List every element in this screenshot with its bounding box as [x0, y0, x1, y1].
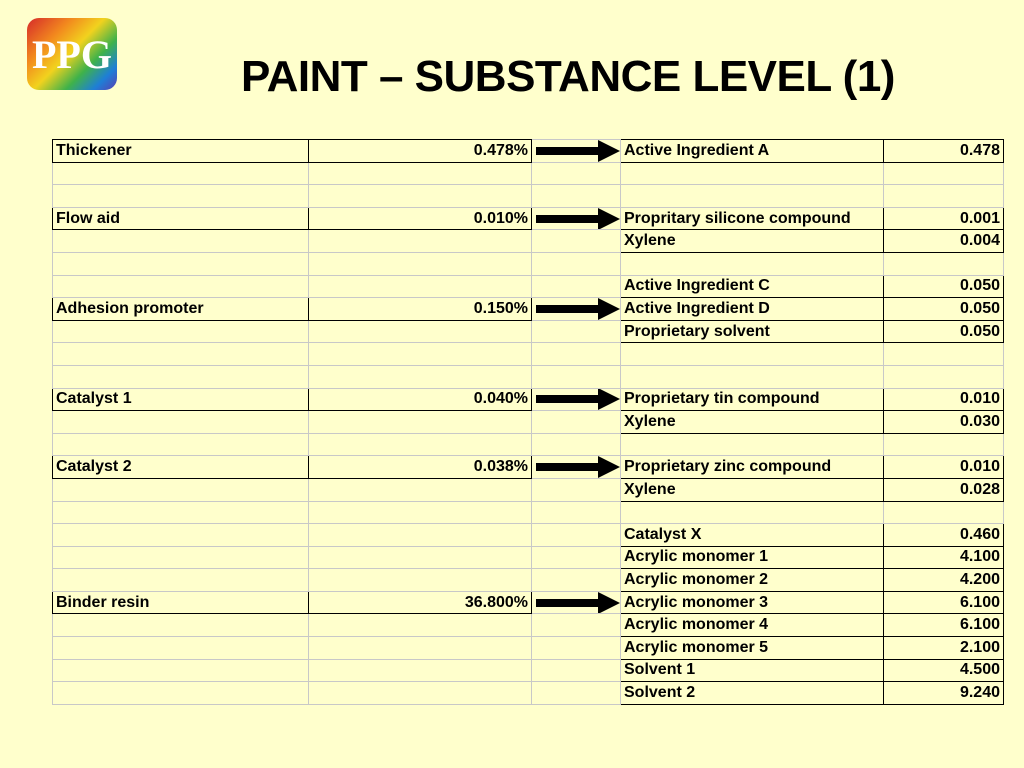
arrow-cell	[532, 524, 621, 547]
substance-name-cell: Active Ingredient D	[621, 298, 884, 321]
substance-name-cell	[621, 162, 884, 185]
table-row	[53, 524, 1004, 547]
arrow-cell	[532, 456, 621, 479]
substance-value-cell: 0.460	[884, 524, 1004, 547]
substance-name-cell: Acrylic monomer 5	[621, 637, 884, 660]
substance-value-cell: 6.100	[884, 591, 1004, 614]
arrow-right-icon	[536, 298, 620, 320]
table-row	[53, 456, 1004, 479]
table-row	[53, 230, 1004, 253]
substance-name-cell: Proprietary solvent	[621, 320, 884, 343]
component-percent-cell: 36.800%	[309, 591, 532, 614]
component-percent-cell	[309, 162, 532, 185]
ppg-logo-text: PPG	[32, 32, 112, 77]
component-percent-cell	[309, 546, 532, 569]
component-name-cell	[53, 365, 309, 388]
arrow-cell	[532, 275, 621, 298]
substance-name-cell: Solvent 2	[621, 682, 884, 705]
arrow-cell	[532, 478, 621, 501]
arrow-cell	[532, 298, 621, 321]
table-row	[53, 637, 1004, 660]
substance-name-cell: Active Ingredient A	[621, 140, 884, 163]
component-name-cell	[53, 659, 309, 682]
substance-value-cell: 0.028	[884, 478, 1004, 501]
component-name-cell	[53, 501, 309, 524]
arrow-right-icon	[536, 208, 620, 230]
substance-value-cell: 0.478	[884, 140, 1004, 163]
substance-value-cell	[884, 433, 1004, 456]
arrow-cell	[532, 320, 621, 343]
component-percent-cell	[309, 343, 532, 366]
component-name-cell	[53, 546, 309, 569]
component-name-cell	[53, 162, 309, 185]
substance-name-cell	[621, 343, 884, 366]
substance-name-cell: Propritary silicone compound	[621, 207, 884, 230]
component-name-cell: Binder resin	[53, 591, 309, 614]
arrow-cell	[532, 140, 621, 163]
substance-name-cell: Acrylic monomer 2	[621, 569, 884, 592]
substance-value-cell: 0.010	[884, 388, 1004, 411]
substance-value-cell: 4.200	[884, 569, 1004, 592]
arrow-cell	[532, 365, 621, 388]
table-row	[53, 659, 1004, 682]
substance-value-cell: 6.100	[884, 614, 1004, 637]
substance-name-cell	[621, 252, 884, 275]
arrow-cell	[532, 546, 621, 569]
component-name-cell	[53, 614, 309, 637]
component-name-cell	[53, 433, 309, 456]
arrow-right-icon	[536, 592, 620, 614]
substance-value-cell	[884, 343, 1004, 366]
component-percent-cell	[309, 320, 532, 343]
arrow-cell	[532, 569, 621, 592]
substance-value-cell	[884, 252, 1004, 275]
table-row	[53, 343, 1004, 366]
component-percent-cell	[309, 275, 532, 298]
component-name-cell	[53, 252, 309, 275]
substance-name-cell: Acrylic monomer 1	[621, 546, 884, 569]
substance-table	[52, 139, 1004, 705]
arrow-right-icon	[536, 388, 620, 410]
table-row	[53, 185, 1004, 208]
substance-name-cell: Active Ingredient C	[621, 275, 884, 298]
component-name-cell	[53, 343, 309, 366]
table-row	[53, 591, 1004, 614]
table-row	[53, 320, 1004, 343]
table-row	[53, 614, 1004, 637]
component-percent-cell	[309, 433, 532, 456]
component-percent-cell: 0.478%	[309, 140, 532, 163]
table-row	[53, 501, 1004, 524]
component-name-cell	[53, 524, 309, 547]
table-row	[53, 252, 1004, 275]
substance-name-cell: Xylene	[621, 478, 884, 501]
substance-value-cell	[884, 501, 1004, 524]
component-percent-cell	[309, 365, 532, 388]
substance-name-cell: Proprietary zinc compound	[621, 456, 884, 479]
component-percent-cell	[309, 501, 532, 524]
substance-name-cell	[621, 185, 884, 208]
table-row	[53, 207, 1004, 230]
substance-name-cell: Xylene	[621, 411, 884, 434]
arrow-cell	[532, 388, 621, 411]
component-percent-cell	[309, 659, 532, 682]
component-percent-cell: 0.150%	[309, 298, 532, 321]
table-row	[53, 162, 1004, 185]
arrow-cell	[532, 501, 621, 524]
substance-value-cell: 0.050	[884, 320, 1004, 343]
substance-name-cell	[621, 433, 884, 456]
substance-name-cell: Acrylic monomer 3	[621, 591, 884, 614]
substance-value-cell	[884, 185, 1004, 208]
component-percent-cell	[309, 411, 532, 434]
arrow-cell	[532, 659, 621, 682]
substance-name-cell: Acrylic monomer 4	[621, 614, 884, 637]
substance-value-cell: 0.001	[884, 207, 1004, 230]
substance-name-cell	[621, 501, 884, 524]
component-name-cell: Adhesion promoter	[53, 298, 309, 321]
arrow-cell	[532, 637, 621, 660]
substance-name-cell: Solvent 1	[621, 659, 884, 682]
substance-value-cell: 4.100	[884, 546, 1004, 569]
substance-value-cell: 0.030	[884, 411, 1004, 434]
component-percent-cell	[309, 252, 532, 275]
substance-value-cell	[884, 162, 1004, 185]
slide-title: PAINT – SUBSTANCE LEVEL (1)	[241, 52, 895, 101]
component-name-cell	[53, 185, 309, 208]
component-name-cell	[53, 411, 309, 434]
table-row	[53, 682, 1004, 705]
component-percent-cell: 0.038%	[309, 456, 532, 479]
component-percent-cell	[309, 230, 532, 253]
arrow-cell	[532, 207, 621, 230]
arrow-cell	[532, 591, 621, 614]
table-row	[53, 546, 1004, 569]
component-name-cell	[53, 275, 309, 298]
substance-value-cell: 2.100	[884, 637, 1004, 660]
component-name-cell: Flow aid	[53, 207, 309, 230]
component-name-cell: Catalyst 1	[53, 388, 309, 411]
component-name-cell	[53, 478, 309, 501]
substance-name-cell	[621, 365, 884, 388]
substance-value-cell	[884, 365, 1004, 388]
substance-name-cell: Xylene	[621, 230, 884, 253]
substance-value-cell: 0.050	[884, 298, 1004, 321]
component-percent-cell: 0.010%	[309, 207, 532, 230]
component-percent-cell	[309, 524, 532, 547]
component-name-cell	[53, 569, 309, 592]
substance-value-cell: 4.500	[884, 659, 1004, 682]
component-percent-cell: 0.040%	[309, 388, 532, 411]
table-row	[53, 478, 1004, 501]
table-row	[53, 569, 1004, 592]
component-percent-cell	[309, 185, 532, 208]
substance-name-cell: Proprietary tin compound	[621, 388, 884, 411]
arrow-cell	[532, 230, 621, 253]
arrow-cell	[532, 411, 621, 434]
arrow-right-icon	[536, 456, 620, 478]
table-row	[53, 298, 1004, 321]
component-name-cell: Thickener	[53, 140, 309, 163]
component-percent-cell	[309, 569, 532, 592]
table-row	[53, 433, 1004, 456]
substance-name-cell: Catalyst X	[621, 524, 884, 547]
component-name-cell	[53, 320, 309, 343]
arrow-cell	[532, 162, 621, 185]
component-percent-cell	[309, 478, 532, 501]
substance-value-cell: 0.004	[884, 230, 1004, 253]
component-name-cell	[53, 682, 309, 705]
substance-value-cell: 0.050	[884, 275, 1004, 298]
component-name-cell	[53, 230, 309, 253]
arrow-cell	[532, 185, 621, 208]
arrow-cell	[532, 343, 621, 366]
component-percent-cell	[309, 682, 532, 705]
component-percent-cell	[309, 614, 532, 637]
table-row	[53, 275, 1004, 298]
table-row	[53, 140, 1004, 163]
arrow-cell	[532, 614, 621, 637]
component-name-cell: Catalyst 2	[53, 456, 309, 479]
substance-value-cell: 9.240	[884, 682, 1004, 705]
substance-value-cell: 0.010	[884, 456, 1004, 479]
table-row	[53, 411, 1004, 434]
table-row	[53, 365, 1004, 388]
component-name-cell	[53, 637, 309, 660]
arrow-cell	[532, 252, 621, 275]
arrow-cell	[532, 433, 621, 456]
component-percent-cell	[309, 637, 532, 660]
table-row	[53, 388, 1004, 411]
arrow-cell	[532, 682, 621, 705]
arrow-right-icon	[536, 140, 620, 162]
